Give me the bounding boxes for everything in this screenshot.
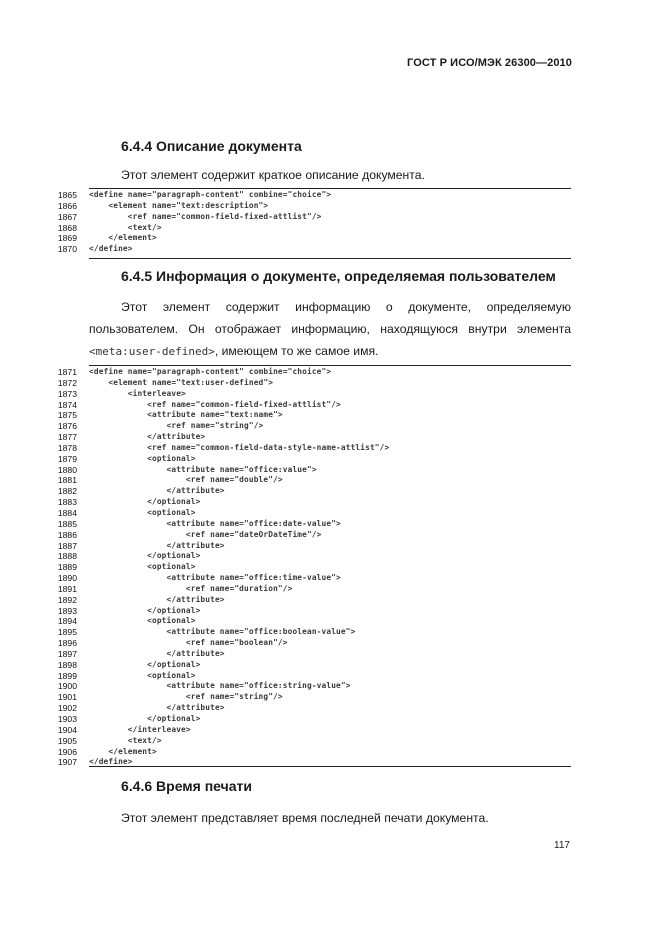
code-line xyxy=(0,703,661,714)
line-number: 1907 xyxy=(57,757,77,768)
code-line xyxy=(0,389,661,400)
code-line xyxy=(0,595,661,606)
page-number: 117 xyxy=(554,840,570,851)
code-line xyxy=(0,497,661,508)
line-number: 1867 xyxy=(57,211,77,222)
code-text: <element name="text:description"> xyxy=(89,200,269,210)
code-text: </element> xyxy=(89,746,157,756)
code-listing-user-defined xyxy=(0,367,661,768)
line-number: 1870 xyxy=(57,244,77,255)
code-text: <define name="paragraph-content" combine="choice"> xyxy=(89,190,332,199)
code-line xyxy=(0,714,661,725)
line-number: 1881 xyxy=(57,475,77,486)
line-number: 1897 xyxy=(57,648,77,659)
code-text: </attribute> xyxy=(89,703,225,713)
code-text: <define name="paragraph-content" combine="choice"> xyxy=(89,367,332,376)
code-text: <text/> xyxy=(89,735,162,745)
code-line xyxy=(0,432,661,443)
line-number: 1878 xyxy=(57,442,77,453)
line-number: 1877 xyxy=(57,432,77,443)
line-number: 1883 xyxy=(57,497,77,508)
line-number: 1872 xyxy=(57,377,77,388)
line-number: 1887 xyxy=(57,540,77,551)
code-line xyxy=(0,692,661,703)
line-number: 1875 xyxy=(57,410,77,421)
code-text: <ref name="duration"/> xyxy=(89,583,293,593)
code-line xyxy=(0,244,661,255)
code-line xyxy=(0,454,661,465)
code-line xyxy=(0,551,661,562)
code-rule-top xyxy=(89,188,571,189)
code-line xyxy=(0,519,661,530)
section-paragraph-6-4-5 xyxy=(89,296,571,363)
code-line xyxy=(0,530,661,541)
line-number: 1891 xyxy=(57,583,77,594)
code-text: <attribute name="office:value"> xyxy=(89,464,317,474)
section-heading-6-4-5: 6.4.5 Информация о документе, определяемая пользователем xyxy=(121,268,556,284)
code-text: <ref name="common-field-fixed-attlist"/> xyxy=(89,211,322,221)
code-text: </optional> xyxy=(89,551,201,561)
code-line xyxy=(0,671,661,682)
section-paragraph-6-4-4: Этот элемент содержит краткое описание документа. xyxy=(121,168,425,182)
code-text: <ref name="dateOrDateTime"/> xyxy=(89,529,322,539)
code-line xyxy=(0,681,661,692)
code-text: <attribute name="office:boolean-value"> xyxy=(89,627,356,637)
code-line xyxy=(0,212,661,223)
code-text: <optional> xyxy=(89,507,196,517)
code-text: </attribute> xyxy=(89,648,225,658)
code-text: <optional> xyxy=(89,616,196,626)
code-text: </optional> xyxy=(89,497,201,507)
code-text: <ref name="string"/> xyxy=(89,421,264,431)
line-number: 1903 xyxy=(57,714,77,724)
line-number: 1900 xyxy=(57,681,77,692)
code-text: <interleave> xyxy=(89,388,186,398)
line-number: 1880 xyxy=(57,464,77,475)
line-number: 1904 xyxy=(57,724,77,735)
code-line xyxy=(0,475,661,486)
line-number: 1885 xyxy=(57,518,77,529)
code-line xyxy=(0,367,661,378)
code-text: </attribute> xyxy=(89,486,225,496)
line-number: 1898 xyxy=(57,659,77,670)
code-line xyxy=(0,649,661,660)
code-rule-bottom xyxy=(89,258,571,259)
section-paragraph-6-4-6: Этот элемент представляет время последней печати документа. xyxy=(121,811,489,825)
line-number: 1873 xyxy=(57,388,77,399)
code-text: </attribute> xyxy=(89,540,225,550)
code-line xyxy=(0,573,661,584)
code-line xyxy=(0,627,661,638)
code-line xyxy=(0,562,661,573)
line-number: 1899 xyxy=(57,670,77,681)
line-number: 1874 xyxy=(57,399,77,410)
line-number: 1901 xyxy=(57,692,77,703)
code-text: <optional> xyxy=(89,670,196,680)
code-text: <ref name="common-field-data-style-name-attlist"/> xyxy=(89,442,390,452)
code-text: <ref name="common-field-fixed-attlist"/> xyxy=(89,399,341,409)
line-number: 1884 xyxy=(57,507,77,518)
code-text: <optional> xyxy=(89,562,196,572)
code-line xyxy=(0,725,661,736)
code-text: </attribute> xyxy=(89,432,206,442)
section-heading-6-4-6: 6.4.6 Время печати xyxy=(121,778,252,794)
code-line xyxy=(0,378,661,389)
code-rule-top xyxy=(89,365,571,366)
code-line xyxy=(0,606,661,617)
code-line xyxy=(0,465,661,476)
code-text: <ref name="string"/> xyxy=(89,692,283,702)
code-text: </attribute> xyxy=(89,594,225,604)
code-text: </optional> xyxy=(89,714,201,723)
code-line xyxy=(0,421,661,432)
paragraph-line: Этот элемент содержит информацию о документе, определяемую xyxy=(121,300,571,314)
code-line xyxy=(0,190,661,201)
code-line xyxy=(0,410,661,421)
code-text: </define> xyxy=(89,244,133,254)
code-line xyxy=(0,508,661,519)
line-number: 1876 xyxy=(57,421,77,432)
running-header: ГОСТ Р ИСО/МЭК 26300—2010 xyxy=(407,57,572,69)
code-text: <element name="text:user-defined"> xyxy=(89,377,274,387)
line-number: 1896 xyxy=(57,638,77,649)
code-text: <ref name="boolean"/> xyxy=(89,638,288,648)
code-text: <attribute name="text:name"> xyxy=(89,410,283,420)
code-line xyxy=(0,584,661,595)
code-rule-bottom xyxy=(89,766,571,767)
code-line xyxy=(0,541,661,552)
code-text: <attribute name="office:time-value"> xyxy=(89,573,341,583)
line-number: 1890 xyxy=(57,573,77,584)
code-listing-description xyxy=(0,190,661,255)
section-heading-6-4-4: 6.4.4 Описание документа xyxy=(121,138,302,154)
code-text: </optional> xyxy=(89,605,201,615)
inline-code: <meta:user-defined> xyxy=(89,345,215,358)
line-number: 1886 xyxy=(57,529,77,540)
paragraph-text: , имеющем то же самое имя. xyxy=(214,344,379,358)
code-line xyxy=(0,443,661,454)
code-line xyxy=(0,486,661,497)
line-number: 1869 xyxy=(57,233,77,244)
code-line xyxy=(0,201,661,212)
line-number: 1893 xyxy=(57,605,77,616)
code-line xyxy=(0,233,661,244)
code-text: <ref name="double"/> xyxy=(89,475,283,485)
code-line xyxy=(0,747,661,758)
code-text: <optional> xyxy=(89,453,196,463)
code-line xyxy=(0,400,661,411)
code-line xyxy=(0,736,661,747)
code-text: <attribute name="office:date-value"> xyxy=(89,518,341,528)
code-line xyxy=(0,660,661,671)
line-number: 1866 xyxy=(57,200,77,211)
code-text: <text/> xyxy=(89,222,162,232)
line-number: 1892 xyxy=(57,594,77,605)
line-number: 1906 xyxy=(57,746,77,757)
line-number: 1868 xyxy=(57,222,77,233)
line-number: 1889 xyxy=(57,562,77,573)
line-number: 1895 xyxy=(57,627,77,638)
code-line xyxy=(0,223,661,234)
code-text: </define> xyxy=(89,757,133,767)
paragraph-line: пользователем. Он отображает информацию, находящуюся внутри элемента xyxy=(89,322,571,336)
line-number: 1905 xyxy=(57,735,77,746)
line-number: 1882 xyxy=(57,486,77,497)
code-line xyxy=(0,616,661,627)
line-number: 1865 xyxy=(57,190,77,200)
code-text: </interleave> xyxy=(89,724,191,734)
line-number: 1902 xyxy=(57,703,77,714)
line-number: 1871 xyxy=(57,367,77,377)
code-text: </element> xyxy=(89,233,157,243)
line-number: 1879 xyxy=(57,453,77,464)
line-number: 1888 xyxy=(57,551,77,562)
code-text: <attribute name="office:string-value"> xyxy=(89,681,351,691)
code-line xyxy=(0,638,661,649)
code-text: </optional> xyxy=(89,659,201,669)
line-number: 1894 xyxy=(57,616,77,627)
